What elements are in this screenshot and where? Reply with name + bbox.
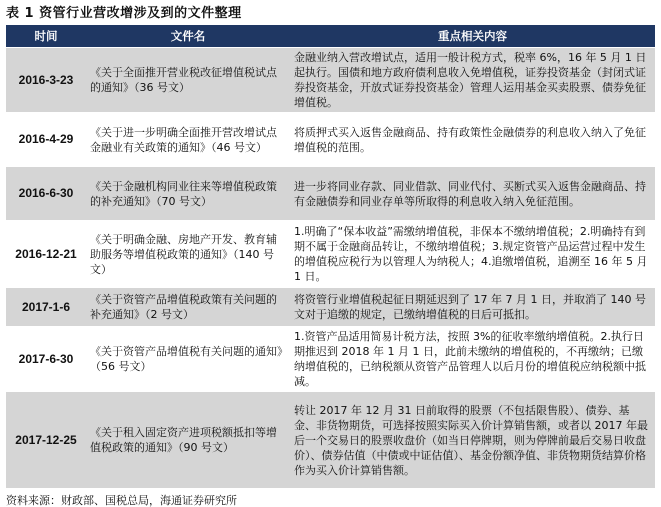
table-row (6, 113, 655, 167)
row-date: 2016-12-21 (6, 221, 86, 288)
table-row (6, 327, 655, 392)
row-content: 金融业纳入营改增试点，适用一般计税方式，税率 6%，16 年 5 月 1 日起执行。国债和地方政府债利息收入免增值税，证券投资基金（封闭式证券投资基金，开放式证券投资基金）管理人运用基金买卖股票、债券免征增值税。 (290, 48, 655, 113)
row-date: 2016-4-29 (6, 113, 86, 167)
table-row (6, 221, 655, 288)
row-document: 《关于租入固定资产进项税额抵扣等增值税政策的通知》（90 号文） (86, 392, 290, 489)
row-document: 《关于进一步明确全面推开营改增试点金融业有关政策的通知》（46 号文） (86, 113, 290, 167)
row-date: 2016-3-23 (6, 48, 86, 113)
row-date: 2017-6-30 (6, 327, 86, 392)
row-content: 转让 2017 年 12 月 31 日前取得的股票（不包括限售股）、债券、基金、非货物期货，可选择按照实际买入价计算销售额，或者以 2017 年最后一个交易日的股票收盘价（如当日停牌期，则为停牌前最后交易日收盘价）、债券估值（中债或中证估值）、基金份额净值、非货物期货结算价格作为买入价计算销售额。 (290, 392, 655, 489)
table-row (6, 392, 655, 489)
row-content: 1.资管产品适用简易计税方法，按照 3%的征收率缴纳增值税。2.执行日期推迟到 2018 年 1 月 1 日，此前未缴纳的增值税的，不再缴纳；已缴纳增值税的，已纳税额从资管产品管理人以后月份的增值税应纳税额中抵减。 (290, 327, 655, 392)
row-document: 《关于资管产品增值税有关问题的通知》（56 号文） (86, 327, 290, 392)
table-row (6, 288, 655, 327)
policy-table (6, 25, 655, 489)
row-document: 《关于全面推开营业税改征增值税试点的通知》（36 号文） (86, 48, 290, 113)
row-content: 1.明确了“保本收益”需缴纳增值税，非保本不缴纳增值税；2.明确持有到期不属于金融商品转让，不缴纳增值税；3.规定资管产品运营过程中发生的增值税应税行为以管理人为纳税人；4.追缴增值税，追溯至 16 年 5 月 1 日。 (290, 221, 655, 288)
row-content: 进一步将同业存款、同业借款、同业代付、买断式买入返售金融商品、持有金融债券和同业存单等所取得的利息收入纳入免征范围。 (290, 167, 655, 221)
row-date: 2017-1-6 (6, 288, 86, 327)
row-content: 将资管行业增值税起征日期延迟到了 17 年 7 月 1 日，并取消了 140 号文对于追缴的规定，已缴纳增值税的日后可抵扣。 (290, 288, 655, 327)
row-document: 《关于金融机构同业往来等增值税政策的补充通知》（70 号文） (86, 167, 290, 221)
row-date: 2017-12-25 (6, 392, 86, 489)
row-content: 将质押式买入返售金融商品、持有政策性金融债券的利息收入纳入了免征增值税的范围。 (290, 113, 655, 167)
column-header-date: 时间 (6, 25, 86, 48)
column-header-document: 文件名 (86, 25, 290, 48)
row-document: 《关于明确金融、房地产开发、教育辅助服务等增值税政策的通知》（140 号文） (86, 221, 290, 288)
source-note: 资料来源：财政部、国税总局，海通证券研究所 (6, 494, 237, 507)
column-header-content: 重点相关内容 (290, 25, 655, 48)
table-header-row (6, 25, 655, 48)
table-title: 表 1 资管行业营改增涉及到的文件整理 (6, 6, 242, 21)
row-document: 《关于资管产品增值税政策有关问题的补充通知》（2 号文） (86, 288, 290, 327)
row-date: 2016-6-30 (6, 167, 86, 221)
table-row (6, 48, 655, 113)
table-row (6, 167, 655, 221)
